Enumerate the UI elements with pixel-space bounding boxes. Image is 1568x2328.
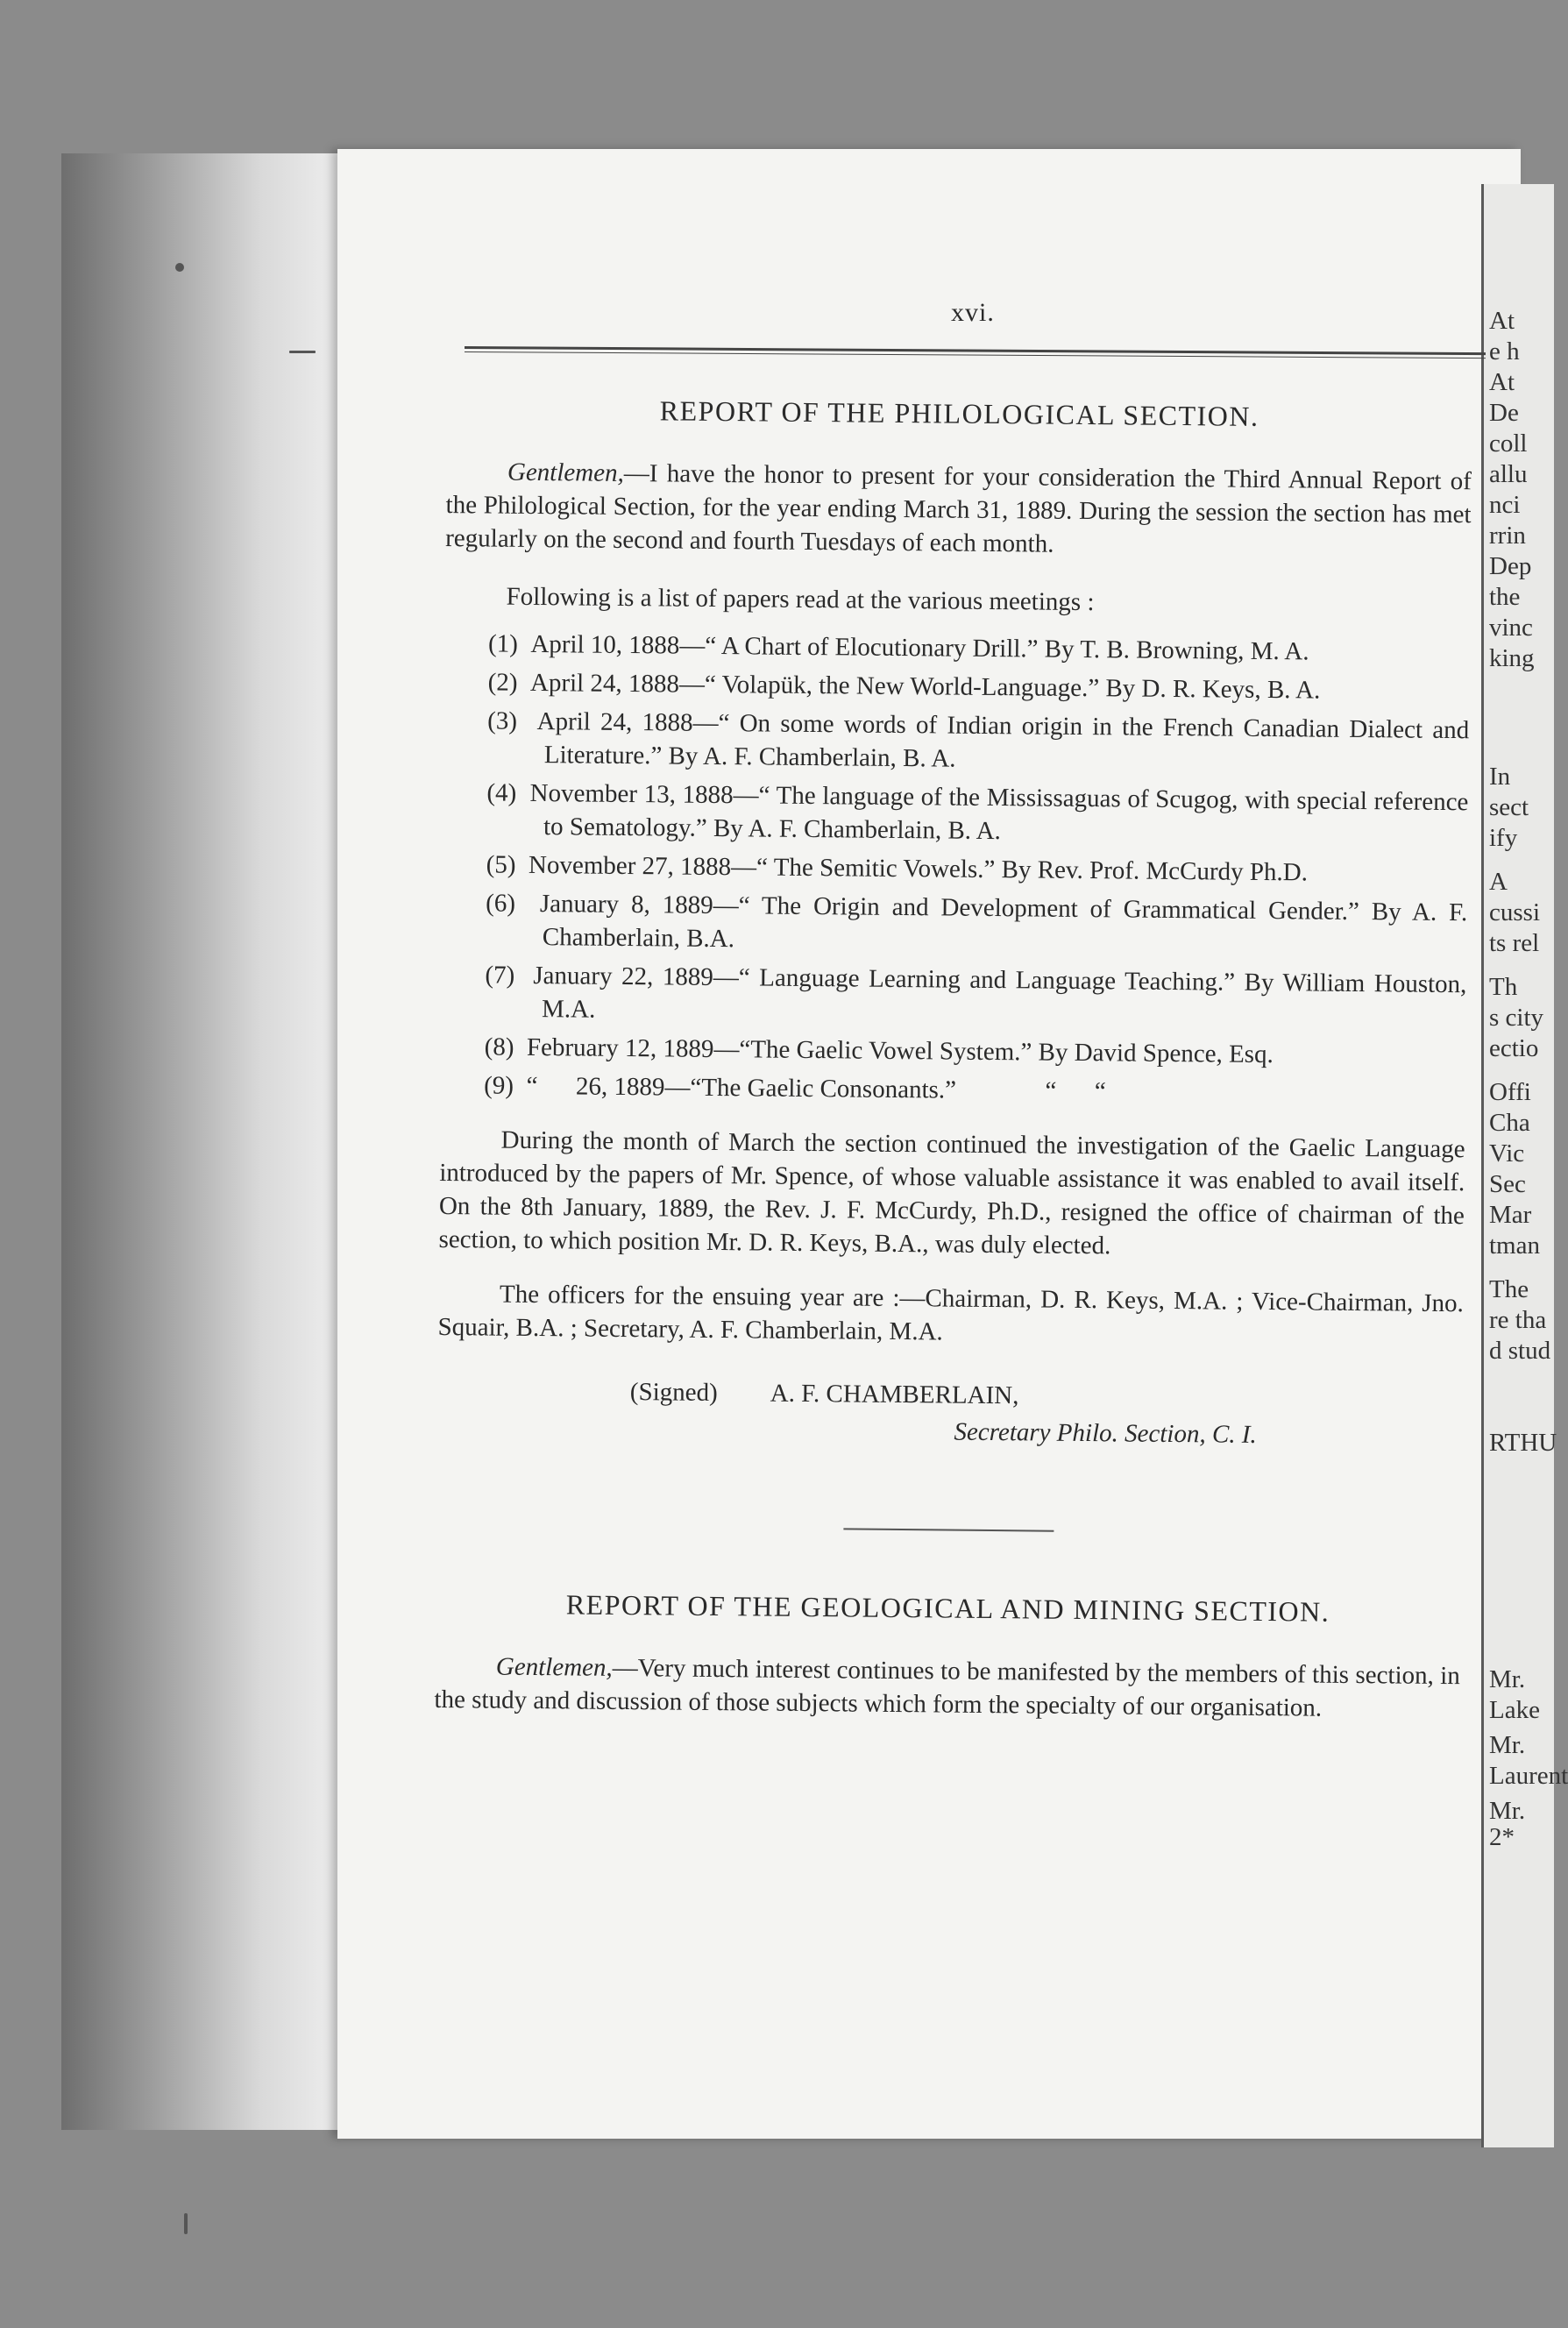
philological-salutation: Gentlemen,	[507, 458, 624, 487]
right-page-text-fragment: At	[1489, 307, 1515, 335]
right-page-text-fragment: Mr.	[1489, 1665, 1526, 1693]
right-page-text-fragment: cussi	[1489, 898, 1540, 926]
paper-item: (9) “ 26, 1889—“The Gaelic Consonants.” “ “	[484, 1071, 1106, 1106]
right-page-text-fragment: Dep	[1489, 552, 1532, 580]
right-page-text-fragment: coll	[1489, 429, 1528, 458]
march-paragraph: During the month of March the section continued the investigation of the Gaelic Language introduced by the papers of Mr. Spence, of whose valuable assistance it was enabled to avail itself. On the 8th January, 1889, the Rev. J. F. McCurdy, Ph.D., resigned the office of chairman of the section, to which position Mr. D. R. Keys, B.A., was duly elected.	[438, 1125, 1465, 1260]
right-page-text-fragment: king	[1489, 644, 1535, 672]
dust-speck	[289, 351, 316, 353]
right-page-text-fragment: The	[1489, 1275, 1529, 1303]
signature-block	[436, 1372, 1463, 1455]
right-page-text-fragment: Lake	[1489, 1696, 1540, 1724]
right-page-text-fragment: nci	[1489, 491, 1521, 519]
right-page-text-fragment: vinc	[1489, 614, 1533, 642]
geological-salutation: Gentlemen,	[495, 1652, 613, 1682]
right-page-text-fragment: rrin	[1489, 522, 1526, 550]
right-page-text-fragment: the	[1489, 583, 1521, 611]
signer-title: Secretary Philo. Section, C. I.	[954, 1417, 1257, 1449]
signer-name: A. F. CHAMBERLAIN,	[770, 1379, 1019, 1410]
paper-item: (1) April 10, 1888—“ A Chart of Elocutionary Drill.” By T. B. Browning, M. A.	[487, 629, 1309, 666]
paper-item: (5) November 27, 1888—“ The Semitic Vowels.” By Rev. Prof. McCurdy Ph.D.	[486, 850, 1309, 887]
dust-speck	[184, 2213, 188, 2234]
right-page-text-fragment: ts rel	[1489, 929, 1540, 957]
right-page-text-fragment: Vic	[1489, 1139, 1525, 1168]
page-number: xvi.	[951, 298, 995, 327]
right-page-text-fragment: Mr.	[1489, 1797, 1526, 1825]
right-page-text-fragment: 2*	[1489, 1823, 1515, 1851]
philological-intro-paragraph	[445, 455, 1472, 564]
paper-item: (7) January 22, 1889—“ Language Learning and Language Teaching.” By William Houston, M.A.	[485, 961, 1467, 1024]
paper-item: (3) April 24, 1888—“ On some words of Indian origin in the French Canadian Dialect and Literature.” By A. F. Chamberlain, B. A.	[487, 706, 1470, 773]
right-page-text-fragment: At	[1489, 368, 1515, 396]
geological-intro-paragraph	[434, 1650, 1460, 1726]
geological-section-title: REPORT OF THE GEOLOGICAL AND MINING SECTION.	[565, 1588, 1330, 1628]
right-page-text-fragment: tman	[1489, 1231, 1540, 1260]
philological-intro-text: —I have the honor to present for your consideration the Third Annual Report of the Philological Section, for the year ending March 31, 1889. During the session the section has met regularly on the second and fourth Tuesdays of each month.	[445, 458, 1472, 558]
right-page-text-fragment: In	[1489, 763, 1511, 791]
right-page-text-fragment: sect	[1489, 793, 1529, 821]
paper-item: (2) April 24, 1888—“ Volapük, the New World-Language.” By D. R. Keys, B. A.	[487, 668, 1321, 705]
right-page-text-fragment: d stud	[1489, 1337, 1551, 1365]
paper-item: (4) November 13, 1888—“ The language of the Mississaguas of Scugog, with special reference to Sematology.” By A. F. Chamberlain, B. A.	[486, 778, 1469, 846]
signed-label: (Signed)	[629, 1378, 718, 1408]
right-page-text-fragment: De	[1489, 399, 1519, 427]
book-page-edges	[61, 153, 346, 2130]
section-divider	[843, 1528, 1054, 1531]
right-page-fragment	[1481, 184, 1568, 2147]
right-page-text-fragment: allu	[1489, 460, 1528, 488]
papers-list-intro: Following is a list of papers read at the various meetings :	[506, 582, 1095, 617]
officers-paragraph: The officers for the ensuing year are :—Chairman, D. R. Keys, M.A. ; Vice-Chairman, Jno. Squair, B.A. ; Secretary, A. F. Chamberlain, M.A.	[437, 1280, 1465, 1346]
paper-item: (8) February 12, 1889—“The Gaelic Vowel System.” By David Spence, Esq.	[484, 1033, 1274, 1069]
report-text-block	[434, 377, 1472, 1726]
right-page-text-fragment: ify	[1489, 824, 1518, 852]
right-page-text-fragment: s city	[1489, 1004, 1544, 1032]
right-page-text-fragment: Mar	[1489, 1201, 1532, 1229]
dust-speck	[175, 263, 184, 272]
right-page-text-fragment: re tha	[1489, 1306, 1547, 1334]
right-page-text-fragment: Cha	[1489, 1109, 1530, 1137]
right-page-text-fragment: Th	[1489, 973, 1518, 1001]
papers-list	[440, 627, 1470, 1111]
paper-item: (6) January 8, 1889—“ The Origin and Development of Grammatical Gender.” By A. F. Chamberlain, B.A.	[486, 889, 1468, 954]
right-page-text-fragment: ectio	[1489, 1034, 1539, 1062]
right-page-text-fragment: A	[1489, 868, 1508, 896]
right-page-text-fragment: Mr.	[1489, 1731, 1526, 1759]
geological-intro-text: —Very much interest continues to be manifested by the members of this section, in the study and discussion of those subjects which form the specialty of our organisation.	[434, 1653, 1460, 1722]
right-page-text-fragment: e h	[1489, 337, 1520, 366]
philological-section-title: REPORT OF THE PHILOLOGICAL SECTION.	[659, 394, 1259, 432]
right-page-text-fragment: Sec	[1489, 1170, 1526, 1198]
right-page-text-fragment: RTHU	[1489, 1429, 1557, 1457]
right-page-text-fragment: Laurent	[1489, 1762, 1568, 1790]
right-page-text-fragment: Offi	[1489, 1078, 1531, 1106]
